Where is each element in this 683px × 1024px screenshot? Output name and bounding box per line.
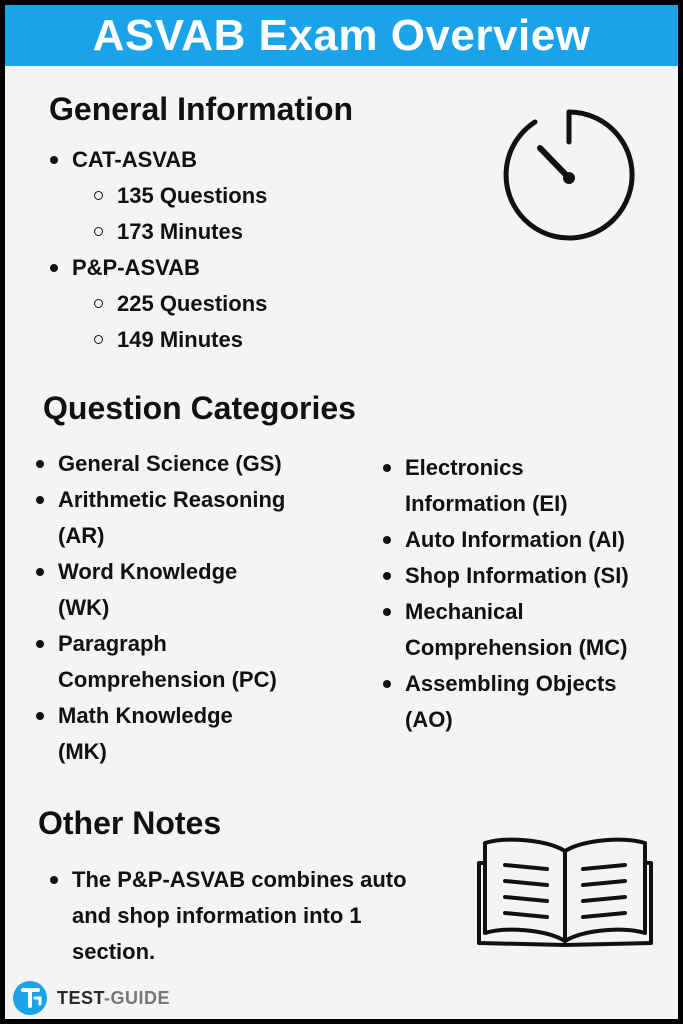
bullet-icon bbox=[50, 876, 58, 884]
page-title: ASVAB Exam Overview bbox=[92, 10, 591, 60]
notes-heading: Other Notes bbox=[38, 805, 222, 841]
circle-bullet-icon bbox=[94, 335, 103, 344]
list-item: P&P-ASVAB bbox=[72, 250, 200, 286]
title-banner bbox=[5, 5, 678, 66]
cat-asvab-details bbox=[117, 178, 267, 250]
logo-wordmark: TEST-GUIDE bbox=[57, 987, 171, 1008]
pp-asvab-details bbox=[117, 286, 267, 358]
list-item: Auto Information (AI) bbox=[405, 522, 629, 558]
list-item: Electronics Information (EI) bbox=[405, 450, 629, 522]
general-info-list bbox=[72, 250, 200, 286]
bullet-icon bbox=[383, 680, 391, 688]
general-info-list bbox=[72, 142, 197, 178]
bullet-icon bbox=[50, 156, 58, 164]
bullet-icon bbox=[383, 608, 391, 616]
general-info-heading: General Information bbox=[49, 91, 354, 127]
bullet-icon bbox=[36, 640, 44, 648]
circle-bullet-icon bbox=[94, 191, 103, 200]
list-item: The P&P-ASVAB combines auto and shop information into 1 section. bbox=[72, 862, 407, 970]
list-item: Word Knowledge (WK) bbox=[58, 554, 285, 626]
open-book-icon bbox=[475, 833, 655, 948]
bullet-icon bbox=[383, 464, 391, 472]
list-item: Math Knowledge (MK) bbox=[58, 698, 285, 770]
bullet-icon bbox=[50, 264, 58, 272]
categories-left-list bbox=[58, 446, 285, 770]
test-guide-logo-icon bbox=[11, 979, 49, 1017]
bullet-icon bbox=[36, 496, 44, 504]
list-item: 225 Questions bbox=[117, 286, 267, 322]
circle-bullet-icon bbox=[94, 299, 103, 308]
categories-right-list bbox=[405, 450, 629, 738]
test-guide-logo[interactable] bbox=[11, 979, 170, 1017]
bullet-icon bbox=[36, 568, 44, 576]
bullet-icon bbox=[36, 460, 44, 468]
list-item: 173 Minutes bbox=[117, 214, 267, 250]
list-item: CAT-ASVAB bbox=[72, 142, 197, 178]
list-item: 149 Minutes bbox=[117, 322, 267, 358]
list-item: Mechanical Comprehension (MC) bbox=[405, 594, 629, 666]
categories-heading: Question Categories bbox=[43, 390, 356, 426]
list-item: Arithmetic Reasoning (AR) bbox=[58, 482, 285, 554]
infographic bbox=[5, 5, 678, 1019]
stopwatch-icon bbox=[502, 108, 637, 243]
list-item: Shop Information (SI) bbox=[405, 558, 629, 594]
bullet-icon bbox=[36, 712, 44, 720]
circle-bullet-icon bbox=[94, 227, 103, 236]
bullet-icon bbox=[383, 572, 391, 580]
list-item: Paragraph Comprehension (PC) bbox=[58, 626, 285, 698]
list-item: 135 Questions bbox=[117, 178, 267, 214]
list-item: General Science (GS) bbox=[58, 446, 285, 482]
notes-list bbox=[72, 862, 407, 970]
bullet-icon bbox=[383, 536, 391, 544]
list-item: Assembling Objects (AO) bbox=[405, 666, 629, 738]
